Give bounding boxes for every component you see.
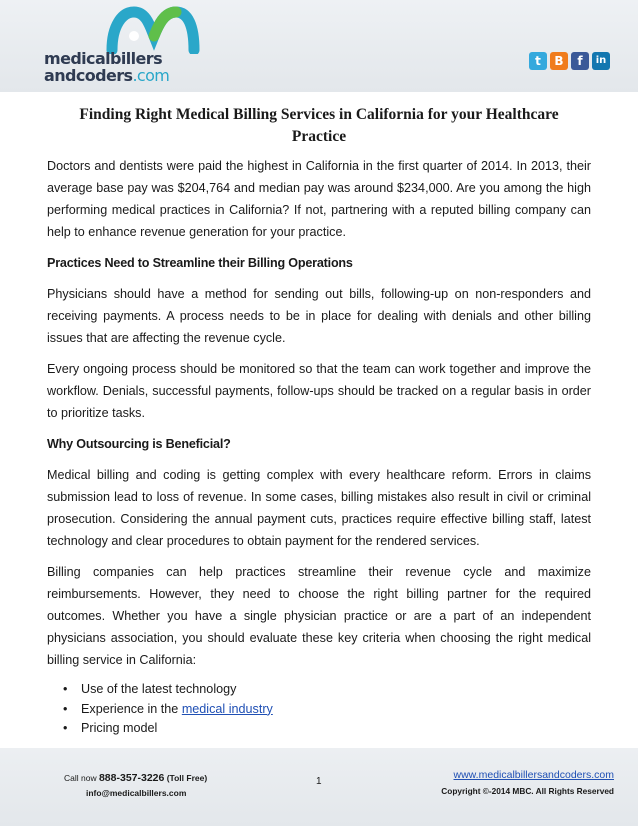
- twitter-icon[interactable]: t: [529, 52, 547, 70]
- intro-paragraph: Doctors and dentists were paid the highest in California in the first quarter of 2014. In 2013, their average base pay was $204,764 and median pay was around $234,000. Are you among the high performing medical practices in California? If not, partnering with a reputed billing company can help to enhance revenue generation for your practice.: [47, 159, 591, 239]
- list-item: • Use of the latest technology: [81, 680, 591, 700]
- copyright-text: Copyright ©-2014 MBC. All Rights Reserved: [441, 786, 614, 796]
- company-logo[interactable]: [44, 6, 214, 86]
- logo-text-suffix: .com: [132, 66, 170, 85]
- paragraph: Medical billing and coding is getting complex with every healthcare reform. Errors in claims submission lead to loss of revenue. In some cases, billing mistakes also result in civil or criminal prosecution. Considering the annual payment cuts, practices require effective billing staff, latest technology and clear procedures to obtain payment for the rendered services.: [47, 468, 591, 548]
- article-title: Finding Right Medical Billing Services in California for your Healthcare Practice: [79, 106, 559, 145]
- phone-number[interactable]: 888-357-3226: [98, 772, 165, 784]
- call-label: Call now: [64, 773, 99, 783]
- logo-emblem-icon: [104, 6, 202, 54]
- section-heading-outsourcing: Why Outsourcing is Beneficial?: [47, 437, 231, 451]
- list-item-text: Experience in the: [81, 701, 182, 716]
- article-body: [47, 155, 591, 739]
- list-item: [81, 700, 591, 720]
- page-number: 1: [316, 776, 322, 787]
- section-heading-streamline: Practices Need to Streamline their Billing Operations: [47, 256, 353, 270]
- logo-text-line1: medicalbillers: [44, 49, 162, 68]
- paragraph: Physicians should have a method for sending out bills, following-up on non-responders and receiving payments. A process needs to be in place for dealing with denials and other billing issues that are affecting the revenue cycle.: [47, 287, 591, 345]
- paragraph: Billing companies can help practices streamline their revenue cycle and maximize reimbursements. However, they need to choose the right billing partner for the required outcomes. Whether you have a single physician practice or are a part of an independent physicians association, you should evaluate these key criteria when choosing the right medical billing service in California:: [47, 565, 591, 667]
- criteria-list: [47, 680, 591, 739]
- page-header: [0, 0, 638, 92]
- medical-industry-link[interactable]: medical industry: [181, 701, 273, 716]
- footer-email[interactable]: info@medicalbillers.com: [86, 788, 187, 798]
- logo-text-main: andcoders: [44, 66, 133, 85]
- paragraph: Every ongoing process should be monitored so that the team can work together and improve the workflow. Denials, successful payments, follow-ups should be tracked on a regular basis in order to prioritize tasks.: [47, 362, 591, 420]
- social-links: [529, 52, 610, 70]
- facebook-icon[interactable]: f: [571, 52, 589, 70]
- website-link[interactable]: www.medicalbillersandcoders.com: [453, 769, 614, 781]
- blogger-icon[interactable]: B: [550, 52, 568, 70]
- footer-call: [64, 772, 207, 784]
- list-item: • Pricing model: [81, 719, 591, 739]
- linkedin-icon[interactable]: in: [592, 52, 610, 70]
- logo-text-line2: [44, 66, 169, 85]
- toll-free-label: (Toll Free): [164, 773, 208, 783]
